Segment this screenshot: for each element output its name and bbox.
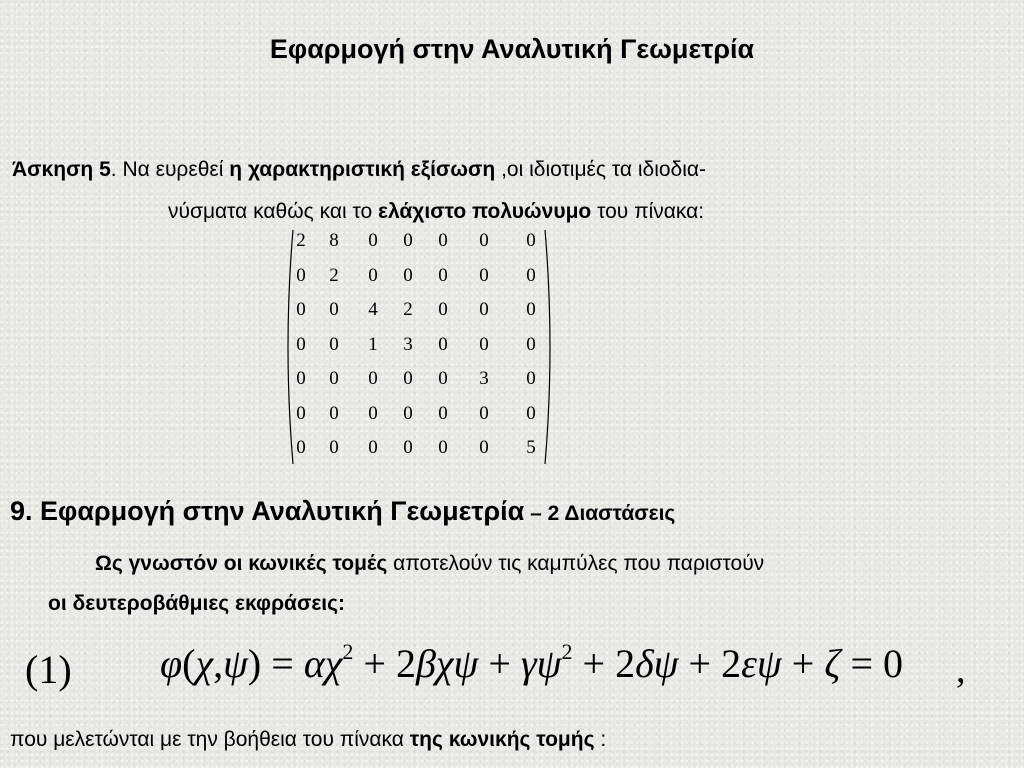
matrix-cell: 0 <box>526 299 536 320</box>
matrix-cell: 0 <box>296 333 306 355</box>
matrix-cell: 0 <box>526 402 536 424</box>
intro-line-2: οι δευτεροβάθμιες εκφράσεις: <box>48 592 346 615</box>
matrix-cell: 0 <box>438 230 448 251</box>
matrix-cell: 0 <box>368 402 378 424</box>
conic-equation: $\varphi(\chi,\psi) = \alpha\chi^2 + 2\beta\chi\psi + \gamma\psi^2 + 2\delta\psi + 2\varepsilon\psi + \zeta = 0$ <box>160 638 904 686</box>
exercise-text: νύσματα καθώς και το <box>168 200 378 223</box>
section-title: 9. Εφαρμογή στην Αναλυτική Γεωμετρία <box>10 496 525 526</box>
matrix-cell: 1 <box>368 333 378 355</box>
matrix-cell: 0 <box>403 437 413 458</box>
matrix-cell: 8 <box>329 230 339 251</box>
matrix-brackets <box>283 226 555 468</box>
matrix-cell: 0 <box>479 402 489 424</box>
matrix-cell: 3 <box>479 368 489 389</box>
matrix-cell: 0 <box>479 230 489 251</box>
matrix-cell: 0 <box>479 333 489 355</box>
matrix-cell: 0 <box>438 299 448 320</box>
page-title: Εφαρμογή στην Αναλυτική Γεωμετρία <box>269 34 755 64</box>
matrix-cell: 0 <box>403 402 413 424</box>
section-heading <box>10 496 675 527</box>
matrix-cell: 0 <box>368 437 378 458</box>
exercise-label: Άσκηση 5 <box>12 158 111 181</box>
matrix-cell: 0 <box>329 333 339 355</box>
characteristic-equation-term: η χαρακτηριστική εξίσωση <box>229 158 496 181</box>
matrix-cell: 0 <box>296 437 306 458</box>
matrix-cell: 0 <box>296 299 306 320</box>
matrix-cell: 0 <box>526 368 536 389</box>
matrix <box>283 226 555 468</box>
exercise-statement-line-2 <box>168 200 704 224</box>
equation-comma: , <box>956 649 966 691</box>
exercise-text: ,οι ιδιοτιμές τα ιδιοδια- <box>495 158 707 181</box>
matrix-cell: 0 <box>479 299 489 320</box>
footer-text: που μελετώνται με την βοήθεια του πίνακα <box>10 728 410 751</box>
matrix-cell: 3 <box>403 333 413 355</box>
matrix-cell: 0 <box>368 368 378 389</box>
equation-number: (1) <box>25 647 72 692</box>
matrix-cell: 0 <box>438 264 448 286</box>
matrix-cell: 0 <box>403 264 413 286</box>
matrix-cell: 0 <box>329 402 339 424</box>
matrix-cell: 2 <box>296 230 306 251</box>
matrix-cell: 0 <box>438 437 448 458</box>
matrix-cell: 0 <box>403 230 413 251</box>
matrix-cell: 0 <box>296 402 306 424</box>
matrix-cell: 0 <box>526 333 536 355</box>
matrix-cell: 4 <box>368 299 378 320</box>
matrix-cell: 0 <box>479 264 489 286</box>
matrix-cell: 0 <box>526 264 536 286</box>
exercise-statement-line-1 <box>12 158 706 182</box>
footer-end: : <box>594 728 607 751</box>
matrix-cell: 0 <box>329 368 339 389</box>
intro-text: αποτελούν τις καμπύλες που παριστούν <box>387 552 765 575</box>
matrix-cell: 0 <box>526 230 536 251</box>
matrix-cell: 0 <box>479 437 489 458</box>
conic-sections-term: Ως γνωστόν οι κωνικές τομές <box>95 552 388 575</box>
conic-matrix-term: της κωνικής τομής <box>409 728 595 751</box>
matrix-cell: 0 <box>368 264 378 286</box>
footer-line <box>10 728 606 752</box>
matrix-cell: 2 <box>329 264 339 286</box>
matrix-cell: 0 <box>368 230 378 251</box>
intro-line-1 <box>95 552 764 576</box>
matrix-cell: 0 <box>438 368 448 389</box>
matrix-cell: 0 <box>329 437 339 458</box>
exercise-text: . Να ευρεθεί <box>110 158 230 181</box>
matrix-cell: 0 <box>329 299 339 320</box>
matrix-cell: 0 <box>296 368 306 389</box>
matrix-cell: 2 <box>403 299 413 320</box>
minimal-polynomial-term: ελάχιστο πολυώνυμο <box>377 200 592 223</box>
matrix-cell: 0 <box>438 402 448 424</box>
exercise-text: του πίνακα: <box>591 200 705 223</box>
matrix-cell: 0 <box>296 264 306 286</box>
matrix-cell: 0 <box>403 368 413 389</box>
matrix-cell: 5 <box>526 437 536 458</box>
section-subtitle: – 2 Διαστάσεις <box>524 502 676 525</box>
matrix-cell: 0 <box>438 333 448 355</box>
